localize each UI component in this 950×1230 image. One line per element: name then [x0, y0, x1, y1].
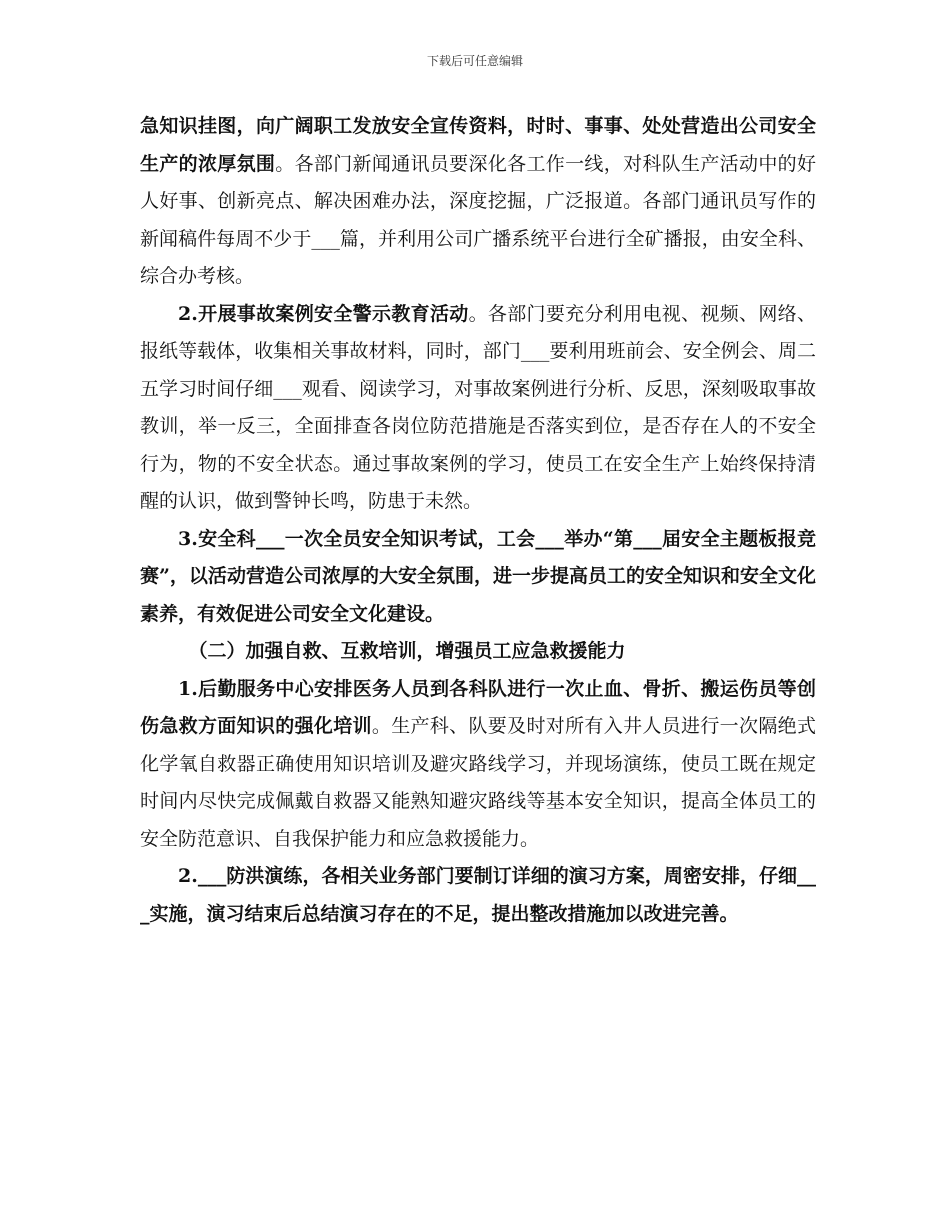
paragraph-bold-lead: 2.___防洪演练，各相关业务部门要制订详细的演习方案，周密安排，仔细___实施，演习结束后总结演习存在的不足，提出整改措施加以改进完善。 [140, 865, 816, 925]
paragraph-text: 。各部门要充分利用电视、视频、网络、报纸等载体，收集相关事故材料，同时，部门___要利用班前会、安全例会、周二五学习时间仔细___观看、阅读学习，对事故案例进行分析、反思，深刻吸取事故教训，举一反三，全面排查各岗位防范措施是否落实到位，是否存在人的不安全行为，物的不安全状态。通过事故案例的学习，使员工在安全生产上始终保持清醒的认识，做到警钟长鸣，防患于未然。 [140, 302, 816, 512]
paragraph-first-aid-training [140, 671, 816, 859]
document-body [140, 108, 816, 933]
section-heading-self-rescue [140, 633, 816, 671]
paragraph-safety-exam [140, 521, 816, 634]
paragraph-bold-lead: 3.安全科___一次全员安全知识考试，工会___举办“第___届安全主题板报竞赛”，以活动营造公司浓厚的大安全氛围，进一步提高员工的安全知识和安全文化素养，有效促进公司安全文化建设。 [140, 527, 816, 625]
paragraph-text: 。各部门新闻通讯员要深化各工作一线，对科队生产活动中的好人好事、创新亮点、解决困难办法，深度挖掘，广泛报道。各部门通讯员写作的新闻稿件每周不少于___篇，并利用公司广播系统平台进行全矿播报，由安全科、综合办考核。 [140, 152, 816, 287]
paragraph-accident-case-education [140, 296, 816, 521]
paragraph-bold-lead: 2.开展事故案例安全警示教育活动 [178, 302, 469, 325]
paragraph-promotion-materials [140, 108, 816, 296]
section-heading-text: （二）加强自救、互救培训，增强员工应急救援能力 [188, 640, 626, 662]
paragraph-flood-drill [140, 858, 816, 933]
paragraph-bold-lead: 1.后勤服务中心安排医务人员到各科队进行一次止血、骨折、搬运伤员等创伤急救方面知识的强化培训 [140, 677, 816, 737]
paragraph-bold-lead: 急知识挂图，向广阔职工发放安全宣传资料，时时、事事、处处营造出公司安全生产的浓厚氛围 [140, 115, 816, 175]
page-header: 下载后可任意编辑 [426, 54, 523, 68]
paragraph-text: 。生产科、队要及时对所有入井人员进行一次隔绝式化学氧自救器正确使用知识培训及避灾路线学习，并现场演练，使员工既在规定时间内尽快完成佩戴自救器又能熟知避灾路线等基本安全知识，提高全体员工的安全防范意识、自我保护能力和应急救援能力。 [140, 715, 816, 850]
